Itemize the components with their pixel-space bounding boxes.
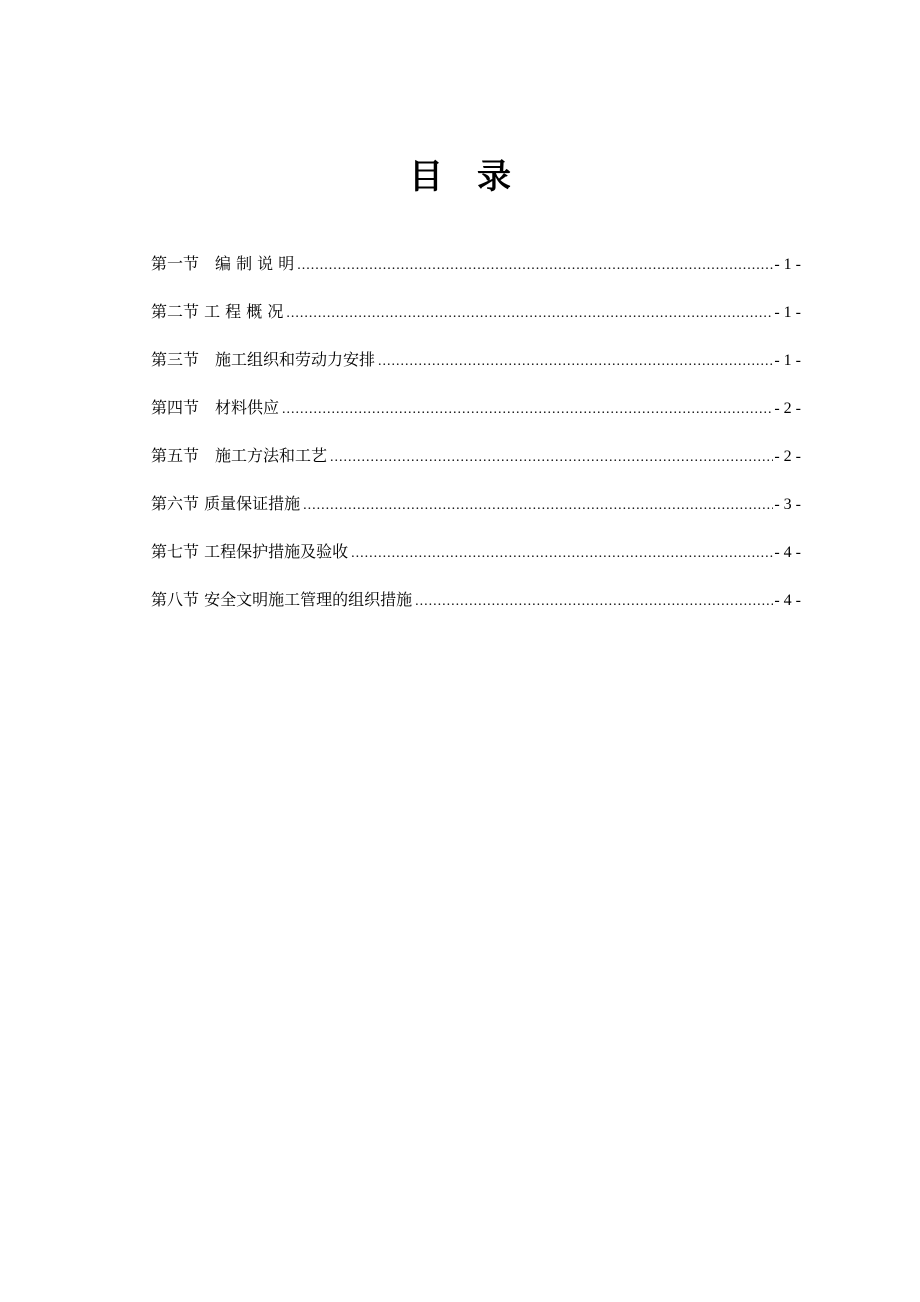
toc-entry-page: - 2 - bbox=[774, 448, 801, 465]
toc-entry-3[interactable] bbox=[151, 344, 801, 392]
toc-entry-label: 第三节 施工组织和劳动力安排 bbox=[151, 350, 376, 369]
toc-entry-1[interactable] bbox=[151, 248, 801, 296]
toc-entry-label: 第二节 工 程 概 况 bbox=[151, 302, 284, 321]
toc-title: 目 录 bbox=[409, 157, 511, 197]
toc-entry-page: - 2 - bbox=[774, 400, 801, 417]
toc-entry-page: - 4 - bbox=[774, 544, 801, 561]
toc-dot-leader bbox=[330, 442, 773, 474]
toc-entry-label: 第一节 编 制 说 明 bbox=[151, 254, 295, 273]
toc-dot-leader bbox=[286, 298, 773, 330]
toc-entry-page: - 1 - bbox=[774, 256, 801, 273]
toc-dot-leader bbox=[351, 538, 773, 570]
toc-dot-leader bbox=[378, 346, 773, 378]
toc-entry-page: - 1 - bbox=[774, 352, 801, 369]
toc-entry-2[interactable] bbox=[151, 296, 801, 344]
toc-entry-page: - 1 - bbox=[774, 304, 801, 321]
toc-entry-8[interactable] bbox=[151, 584, 801, 632]
toc-entry-page: - 4 - bbox=[774, 592, 801, 609]
toc-entry-6[interactable] bbox=[151, 488, 801, 536]
toc-dot-leader bbox=[282, 394, 773, 426]
toc-entry-5[interactable] bbox=[151, 440, 801, 488]
toc-dot-leader bbox=[297, 250, 773, 282]
toc-entry-page: - 3 - bbox=[774, 496, 801, 513]
toc-entry-4[interactable] bbox=[151, 392, 801, 440]
toc-entry-label: 第八节 安全文明施工管理的组织措施 bbox=[151, 590, 413, 609]
toc-entry-label: 第四节 材料供应 bbox=[151, 398, 280, 417]
toc-entry-7[interactable] bbox=[151, 536, 801, 584]
toc-list bbox=[151, 248, 801, 632]
toc-entry-label: 第六节 质量保证措施 bbox=[151, 494, 301, 513]
toc-dot-leader bbox=[415, 586, 773, 618]
toc-dot-leader bbox=[303, 490, 773, 522]
toc-entry-label: 第五节 施工方法和工艺 bbox=[151, 446, 328, 465]
toc-entry-label: 第七节 工程保护措施及验收 bbox=[151, 542, 349, 561]
